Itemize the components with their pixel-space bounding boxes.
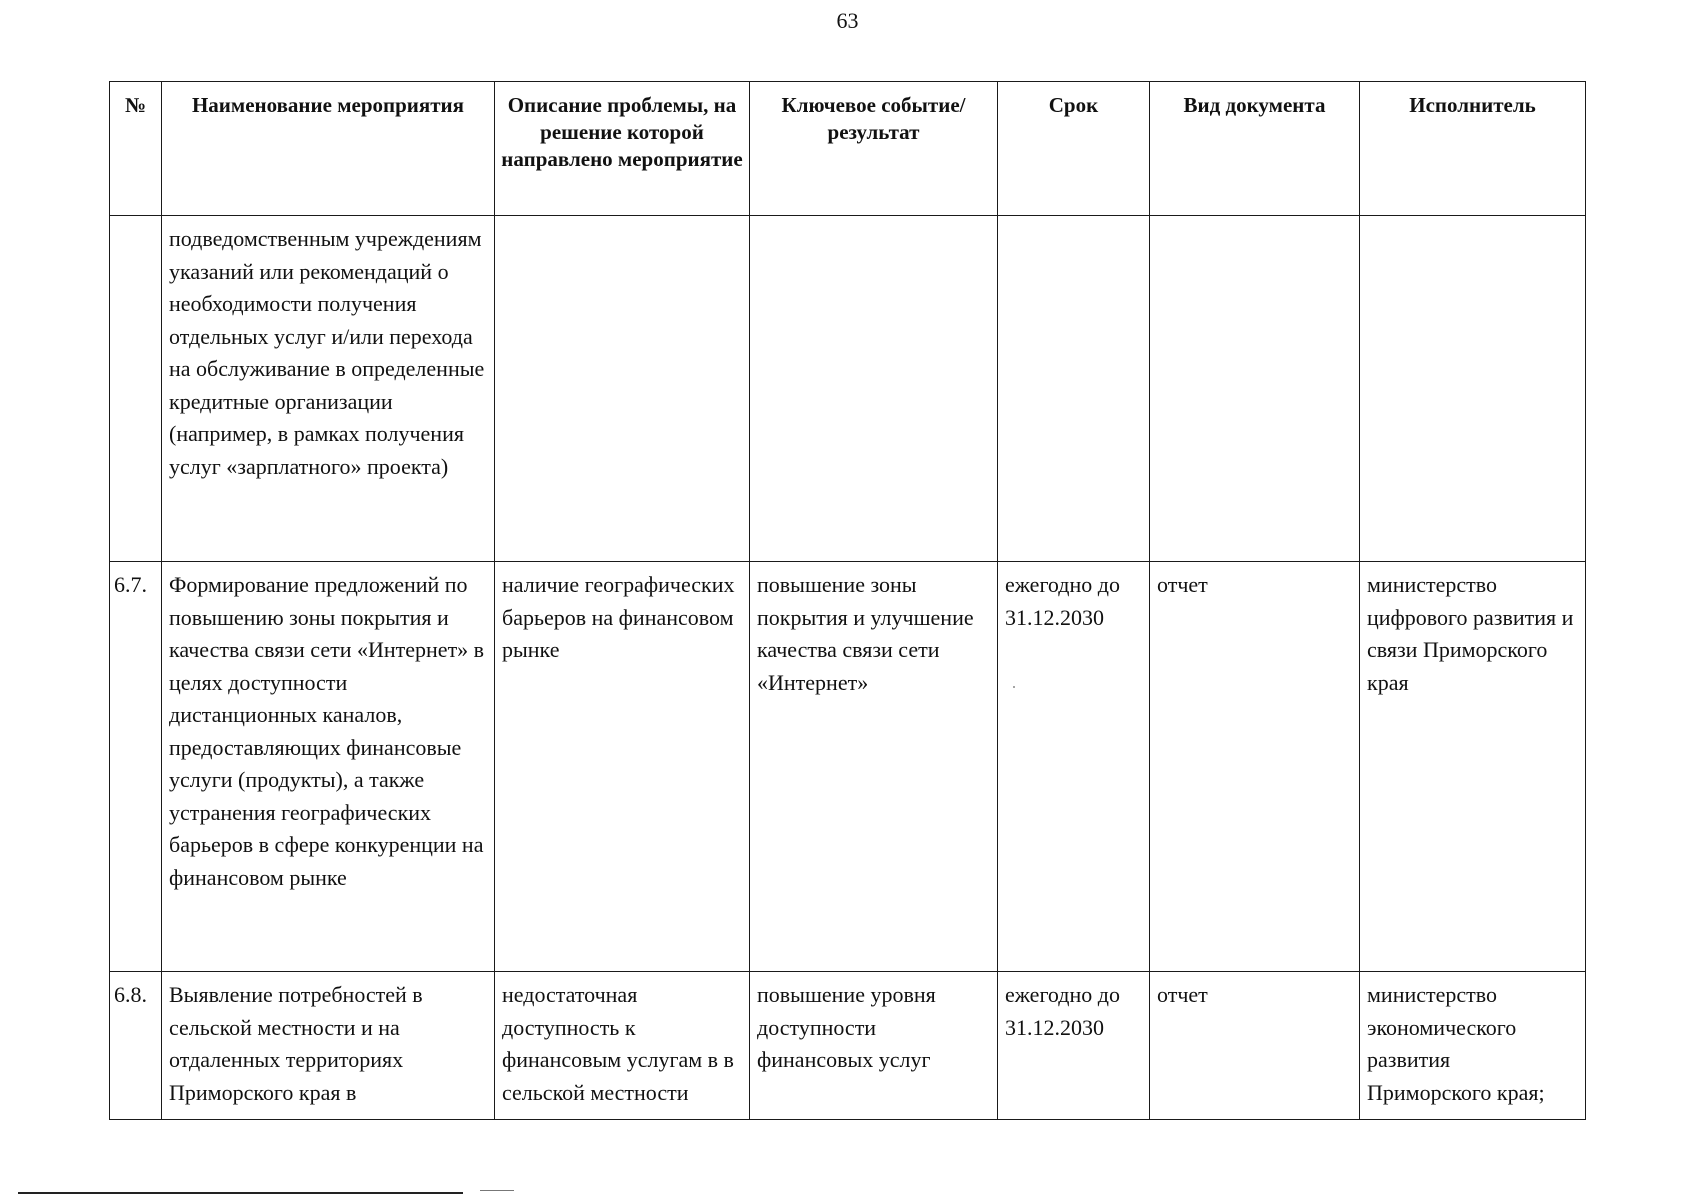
term: ежегодно до 31.12.2030 bbox=[998, 562, 1150, 972]
key-result: повышение зоны покрытия и улучшение качества связи сети «Интернет» bbox=[750, 562, 998, 972]
document-type bbox=[1150, 216, 1360, 562]
header-executor: Исполнитель bbox=[1360, 82, 1586, 216]
executor: министерство цифрового развития и связи Приморского края bbox=[1360, 562, 1586, 972]
table-header-row bbox=[110, 82, 1586, 216]
scan-artifact bbox=[1013, 686, 1015, 688]
executor bbox=[1360, 216, 1586, 562]
table-row bbox=[110, 216, 1586, 562]
document-type: отчет bbox=[1150, 562, 1360, 972]
table-row bbox=[110, 972, 1586, 1120]
executor: министерство экономического развития Приморского края; bbox=[1360, 972, 1586, 1120]
measure-name: Формирование предложений по повышению зоны покрытия и качества связи сети «Интернет» в целях доступности дистанционных каналов, предоставляющих финансовые услуги (продукты), а также устранения географических барьеров в сфере конкуренции на финансовом рынке bbox=[162, 562, 495, 972]
footer-dash bbox=[480, 1190, 514, 1191]
measure-name: Выявление потребностей в сельской местности и на отдаленных территориях Приморского края в bbox=[162, 972, 495, 1120]
problem-description: наличие географических барьеров на финансовом рынке bbox=[495, 562, 750, 972]
problem-description bbox=[495, 216, 750, 562]
row-number: 6.8. bbox=[110, 972, 162, 1120]
header-problem-description: Описание проблемы, на решение которой направлено мероприятие bbox=[495, 82, 750, 216]
header-document-type: Вид документа bbox=[1150, 82, 1360, 216]
key-result bbox=[750, 216, 998, 562]
table-row bbox=[110, 562, 1586, 972]
document-type: отчет bbox=[1150, 972, 1360, 1120]
page-number: 63 bbox=[836, 8, 859, 33]
term bbox=[998, 216, 1150, 562]
header-measure-name: Наименование мероприятия bbox=[162, 82, 495, 216]
problem-description: недостаточная доступность к финансовым услугам в в сельской местности bbox=[495, 972, 750, 1120]
measures-table bbox=[109, 81, 1586, 1120]
header-term: Срок bbox=[998, 82, 1150, 216]
footer-rule bbox=[18, 1192, 463, 1194]
row-number bbox=[110, 216, 162, 562]
measure-name: подведомственным учреждениям указаний или рекомендаций о необходимости получения отдельных услуг и/или перехода на обслуживание в определенные кредитные организации (например, в рамках получения услуг «зарплатного» проекта) bbox=[162, 216, 495, 562]
term: ежегодно до 31.12.2030 bbox=[998, 972, 1150, 1120]
header-number: № bbox=[110, 82, 162, 216]
header-key-result: Ключевое событие/результат bbox=[750, 82, 998, 216]
key-result: повышение уровня доступности финансовых услуг bbox=[750, 972, 998, 1120]
row-number: 6.7. bbox=[110, 562, 162, 972]
